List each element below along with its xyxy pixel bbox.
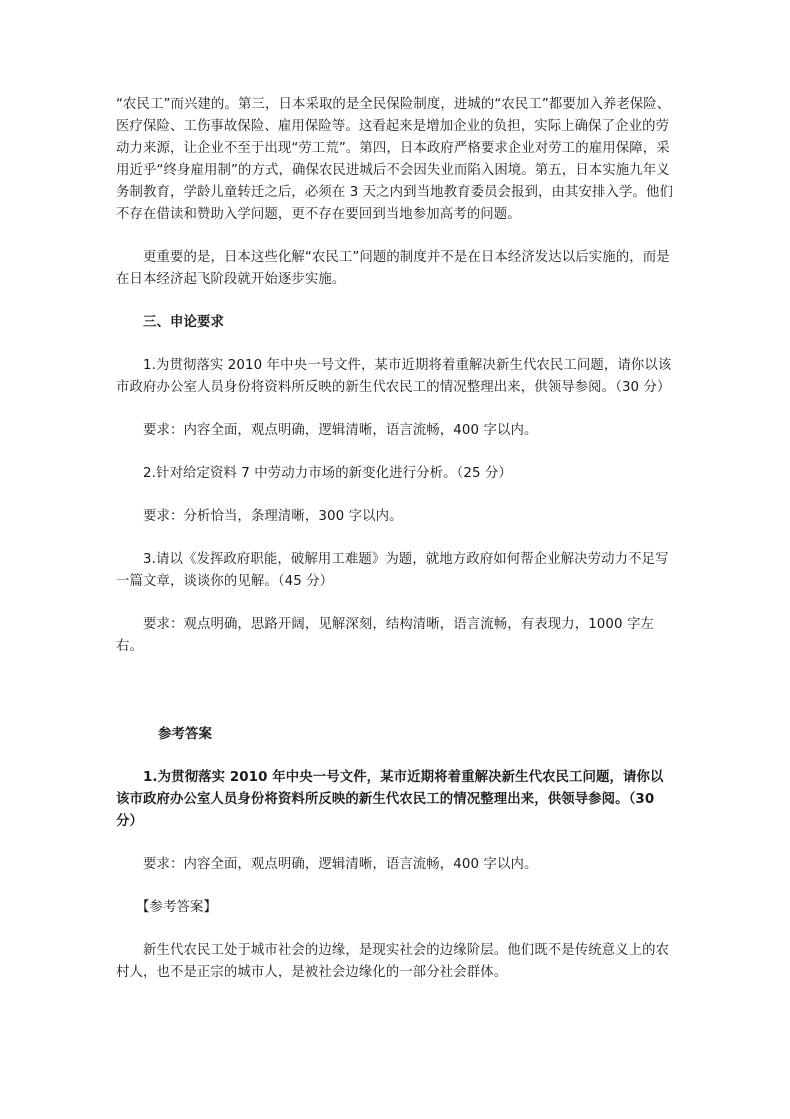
answer-paragraph-1: 新生代农民工处于城市社会的边缘，是现实社会的边缘阶层。他们既不是传统意义上的农村人，也不是正宗的城市人，是被社会边缘化的一部分社会群体。 <box>116 943 670 980</box>
reference-answer-label: 【参考答案】 <box>136 900 217 915</box>
answer-question-1: 1.为贯彻落实 2010 年中央一号文件，某市近期将着重解决新生代农民工问题，请你以该市政府办公室人员身份将资料所反映的新生代农民工的情况整理出来，供领导参阅。（30 分） <box>116 770 664 829</box>
answer-heading: 参考答案 <box>158 727 212 742</box>
question-3: 3.请以《发挥政府职能，破解用工难题》为题，就地方政府如何帮企业解决劳动力不足写一篇文章，谈谈你的见解。（45 分） <box>116 552 669 589</box>
question-2-requirement: 要求：分析恰当，条理清晰，300 字以内。 <box>143 509 403 524</box>
answer-question-1-requirement: 要求：内容全面，观点明确，逻辑清晰，语言流畅，400 字以内。 <box>143 857 538 872</box>
section-heading-requirements: 三、申论要求 <box>143 315 224 330</box>
question-1-requirement: 要求：内容全面，观点明确，逻辑清晰，语言流畅，400 字以内。 <box>143 423 538 438</box>
question-2: 2.针对给定资料 7 中劳动力市场的新变化进行分析。（25 分） <box>143 466 512 481</box>
question-3-requirement: 要求：观点明确，思路开阔，见解深刻，结构清晰，语言流畅，有表现力，1000 字左右。 <box>116 617 655 654</box>
document-page <box>116 94 676 984</box>
paragraph-more-important: 更重要的是，日本这些化解“农民工”问题的制度并不是在日本经济发达以后实施的，而是在日本经济起飞阶段就开始逐步实施。 <box>116 250 670 287</box>
question-1: 1.为贯彻落实 2010 年中央一号文件，某市近期将着重解决新生代农民工问题，请你以该市政府办公室人员身份将资料所反映的新生代农民工的情况整理出来，供领导参阅。（30 分） <box>116 358 672 395</box>
paragraph-japan-policies: “农民工”而兴建的。第三，日本采取的是全民保险制度，进城的“农民工”都要加入养老保险、医疗保险、工伤事故保险、雇用保险等。这看起来是增加企业的负担，实际上确保了企业的劳动力来源，让企业不至于出现“劳工荒”。第四，日本政府严格要求企业对劳工的雇用保障，采用近乎“终身雇用制”的方式，确保农民进城后不会因失业而陷入困境。第五，日本实施九年义务制教育，学龄儿童转迁之后，必须在 3 天之内到当地教育委员会报到，由其安排入学。他们不存在借读和赞助入学问题，更不存在要回到当地参加高考的问题。 <box>116 97 673 222</box>
